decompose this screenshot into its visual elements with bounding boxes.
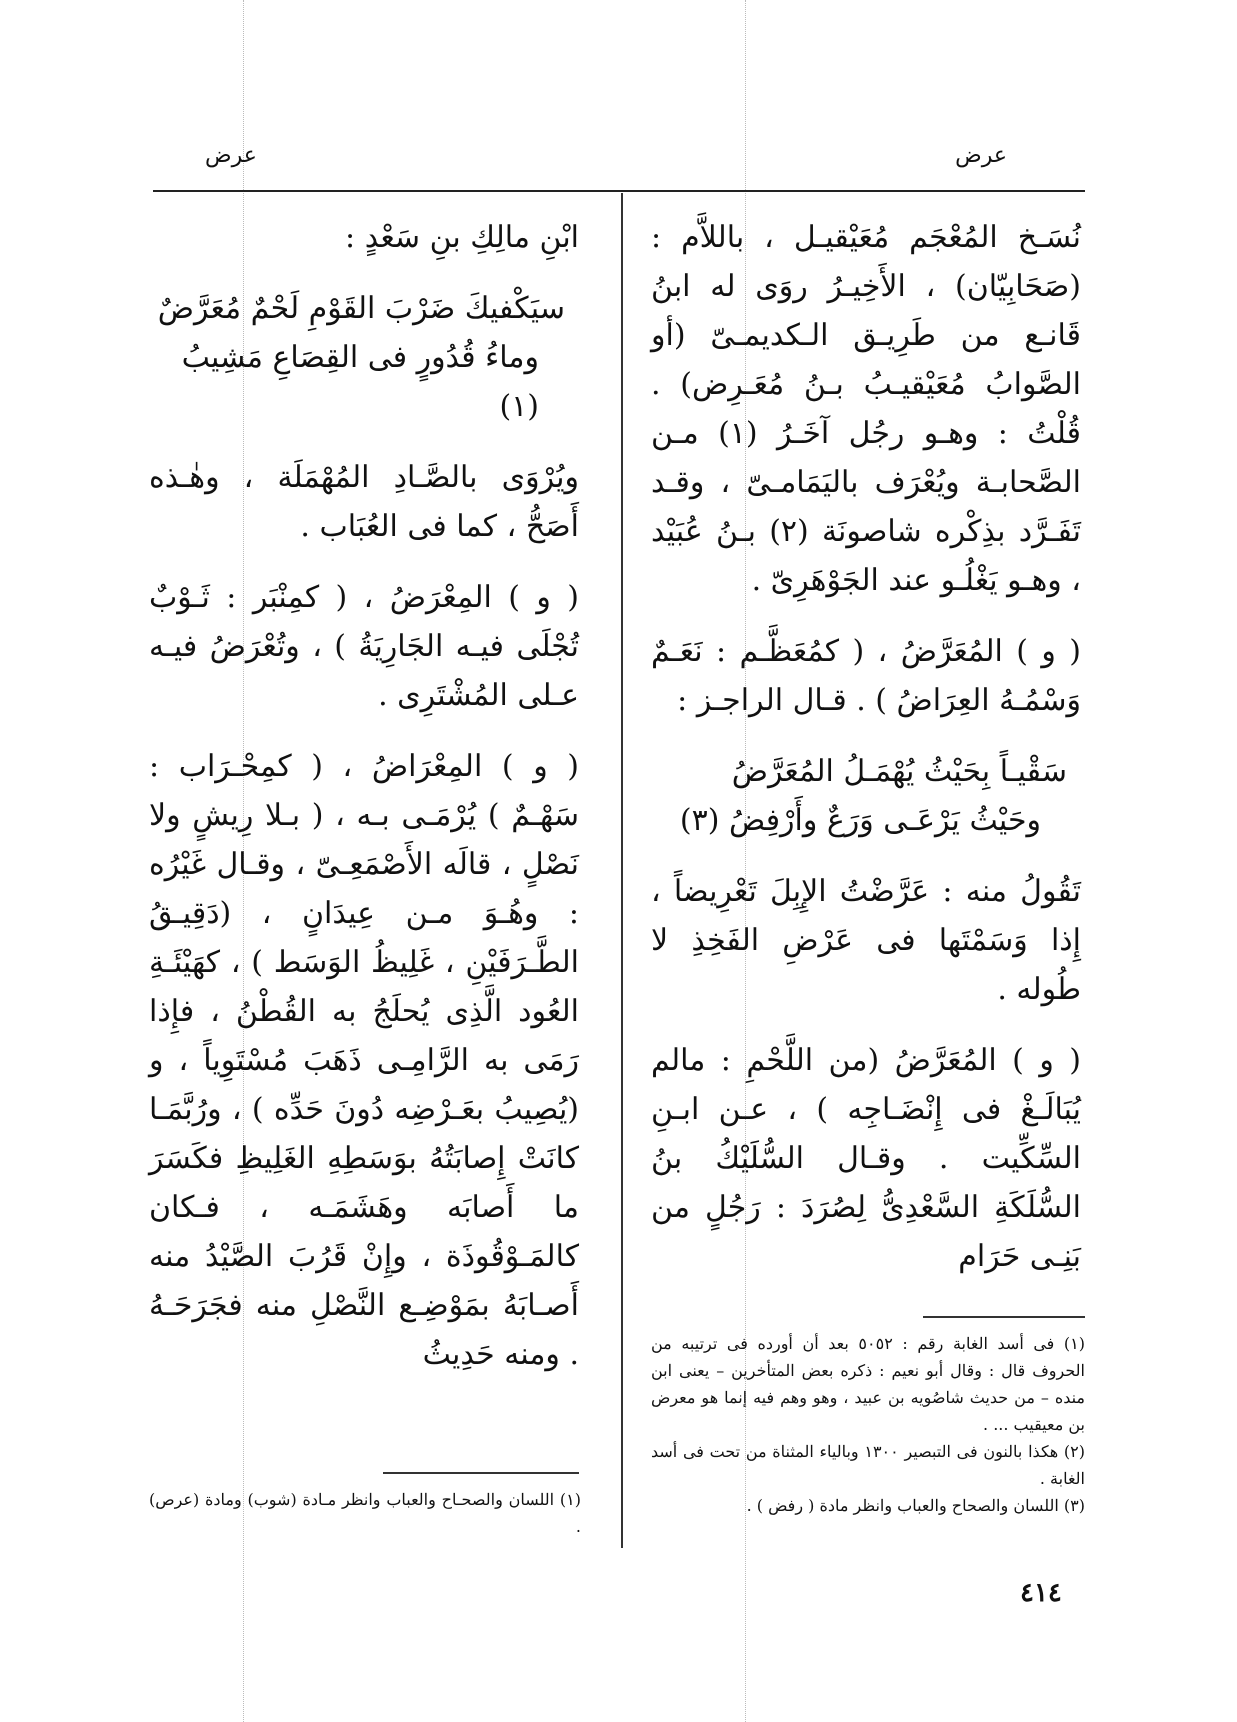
footnote-rule (383, 1472, 579, 1474)
footnote-rule (923, 1316, 1085, 1318)
entry-paragraph: ويُرْوَى بالصَّـادِ المُهْمَلَة ، وهٰـذه أَصَحُّ ، كما فى العُبَاب . (149, 460, 579, 544)
verse-quote (149, 284, 579, 431)
header-rule (153, 190, 1085, 192)
verse-line: سيَكْفيكَ ضَرْبَ القَوْمِ لَحْمٌ مُعَرَّضٌ (157, 291, 565, 326)
running-head-right: عرض (955, 143, 1007, 168)
entry-paragraph: ابْنِ مالِكِ بنِ سَعْدٍ : (345, 220, 579, 255)
right-column (651, 213, 1081, 1303)
column-divider (621, 193, 623, 1548)
running-head-left: عرض (205, 143, 257, 168)
footnotes-right (651, 1330, 1085, 1519)
footnote: (١) فى أسد الغابة رقم : ٥٠٥٢ بعد أن أورده فى ترتيبه من الحروف قال : وقال أبو نعيم : ذكره بعض المتأخرين – يعنى ابن منده – من حديث شاصُويه بن عبيد ، وهو وهم فيه إنما هو معرض بن معيقيب ... . (651, 1334, 1086, 1434)
entry-paragraph: ( و ) المُعَرَّضُ (من اللَّحْمِ : مالم يُبَالَـغْ فى إِنْضَـاجِه ) ، عـن ابـنِ السِّكِّيت . وقـال السُّلَيْكُ بنُ السُّلَكَةِ السَّعْدِىُّ لِصُرَدَ : رَجُلٍ من بَنِـى حَرَام (651, 1043, 1081, 1274)
verse-quote (651, 747, 1081, 845)
footnotes-left (149, 1486, 581, 1540)
verse-line: سَقْيـاً بِحَيْثُ يُهْمَـلُ المُعَرَّضُ (731, 754, 1067, 789)
footnote: (٢) هكذا بالنون فى التبصير ١٣٠٠ وبالياء المثناة من تحت فى أسد الغابة . (651, 1442, 1086, 1488)
entry-paragraph: تَقُولُ منه : عَرَّضْتُ الإِبِلَ تَعْرِيضاً ، إِذا وَسَمْتَها فى عَرْضِ الفَخِذِ لا طُوله . (651, 874, 1081, 1007)
entry-paragraph: ( و ) المِعْرَاضُ ، ( كمِحْـرَاب : سَهْـمٌ ) يُرْمَـى بـه ، ( بـلا رِيشٍ ولا نَصْلٍ ، قالَه الأَصْمَعِـىّ ، وقـال غَيْرُه : وهُـوَ مـن عِيدَانٍ ، (دَقِيـقُ الطَّـرَفَيْنِ ، غَلِيظُ الوَسَط ) ، كهَيْئَـةِ العُود الَّذِى يُحلَجُ به القُطْنُ ، فإِذا رَمَى به الرَّامِـى ذَهَبَ مُسْتَوِياً ، و (يُصِيبُ بعَـرْضِه دُونَ حَدِّه ) ، ورُبَّمَـا كانَتْ إِصابَتُهُ بوَسَطِهِ الغَلِيظِ فكَسَرَ ما أَصابَه وهَشَمَـه ، فـكان كالمَـوْقُوذَة ، وإِنْ قَرُبَ الصَّيْدُ منه أَصـابَهُ بمَوْضِـع النَّصْلِ منه فجَرَحَـهُ . ومنه حَدِيثُ (149, 749, 579, 1372)
footnote: (١) اللسان والصحـاح والعباب وانظر مـادة (شوب) ومادة (عرص) . (149, 1490, 581, 1536)
page-number: ٤١٤ (1020, 1578, 1062, 1608)
entry-paragraph: نُسَـخ المُعْجَم مُعَيْقيـل ، باللاَّم : (صَحَابِيّان) ، الأَخِيـرُ روَى له ابنُ قَانـع من طَرِيـق الـكديمـىّ (أو الصَّوابُ مُعَيْقيـبُ بـنُ مُعَـرِض) . قُلْتُ : وهـو رجُل آخَـرُ (١) مـن الصَّحابـة ويُعْرَف باليَمَامـىّ ، وقـد تَفَـرَّد بذِكْره شاصونَة (٢) بـنُ عُبَيْد ، وهـو يَغْلُـو عند الجَوْهَرِىّ . (651, 220, 1081, 598)
verse-line: وماءُ قُدُورٍ فى القِصَاعِ مَشِيبُ (١) (181, 340, 539, 424)
verse-line: وحَيْثُ يَرْعَـى وَرَعٌ وأَرْفِضُ (٣) (679, 803, 1041, 838)
entry-paragraph: ( و ) المِعْرَضُ ، ( كمِنْبَر : ثَـوْبٌ تُجْلَى فيـه الجَارِيَةُ ) ، وتُعْرَضُ فيـه عـلى المُشْتَرِى . (149, 580, 579, 713)
left-column (149, 213, 579, 1401)
footnote: (٣) اللسان والصحاح والعباب وانظر مادة ( رفض ) . (746, 1496, 1085, 1515)
entry-paragraph: ( و ) المُعَرَّضُ ، ( كمُعَظَّـم : نَعَـمٌ وَسْمُـهُ العِرَاضُ ) . قـال الراجـز : (651, 634, 1081, 718)
